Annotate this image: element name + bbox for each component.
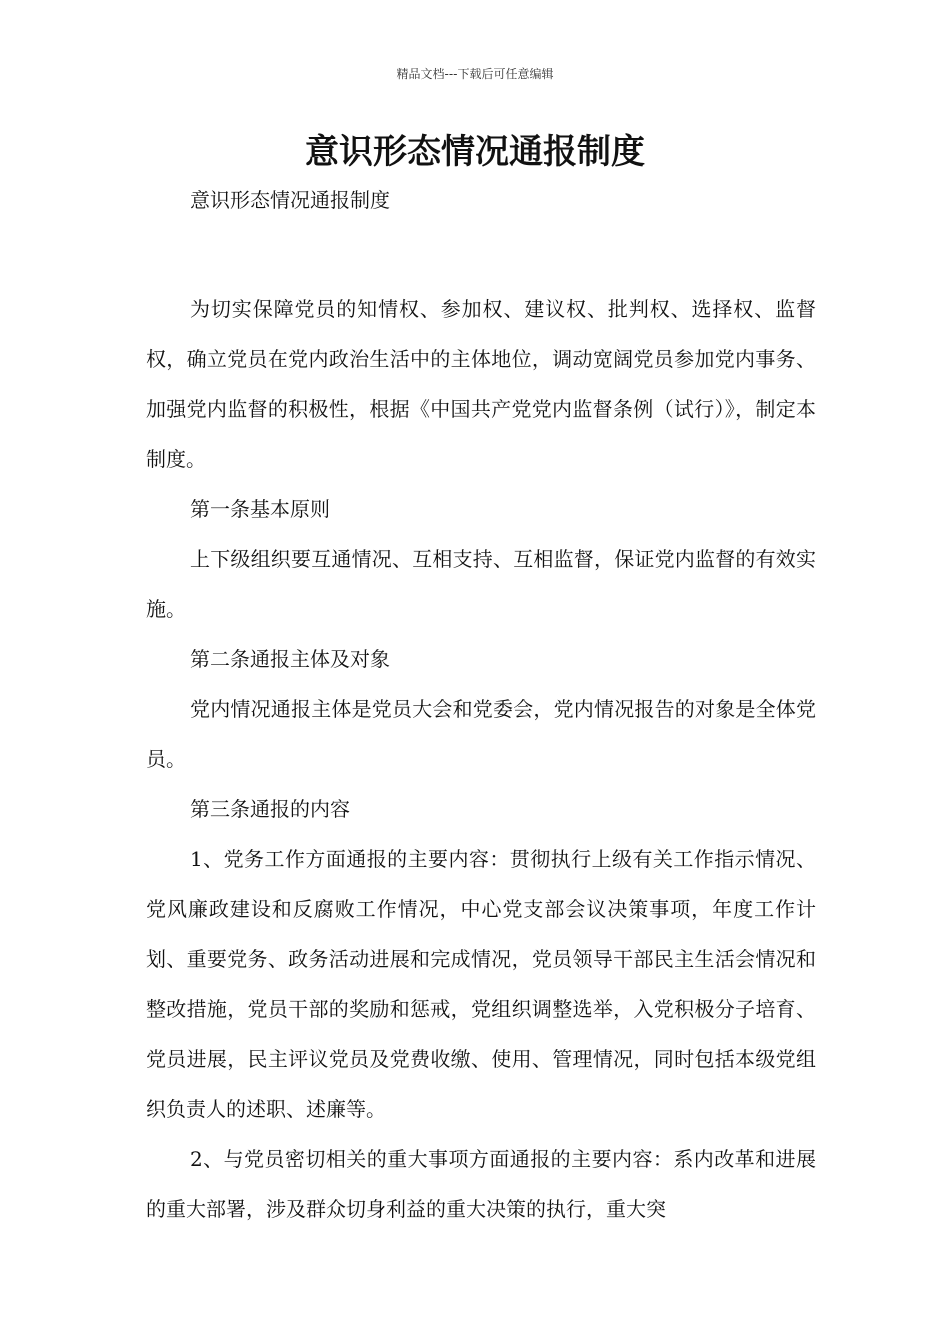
paragraph-article-2-heading: 第二条通报主体及对象 [190, 647, 390, 671]
paragraph-article-3-item-2: 2、与党员密切相关的重大事项方面通报的主要内容：系内改革和进展的重大部署，涉及群众切身利益的重大决策的执行，重大突 [146, 1147, 816, 1221]
document-title: 意识形态情况通报制度 [305, 132, 645, 172]
paragraph-article-1-body: 上下级组织要互通情况、互相支持、互相监督，保证党内监督的有效实施。 [146, 547, 816, 621]
paragraph-article-2-body: 党内情况通报主体是党员大会和党委会，党内情况报告的对象是全体党员。 [146, 697, 816, 771]
paragraph-article-3-item-1: 1、党务工作方面通报的主要内容：贯彻执行上级有关工作指示情况、党风廉政建设和反腐败工作情况，中心党支部会议决策事项，年度工作计划、重要党务、政务活动进展和完成情况，党员领导干部民主生活会情况和整改措施，党员干部的奖励和惩戒，党组织调整选举，入党积极分子培育、党员进展，民主评议党员及党费收缴、使用、管理情况，同时包括本级党组织负责人的述职、述廉等。 [146, 847, 816, 1121]
paragraph-intro: 为切实保障党员的知情权、参加权、建议权、批判权、选择权、监督权，确立党员在党内政治生活中的主体地位，调动宽阔党员参加党内事务、加强党内监督的积极性，根据《中国共产党党内监督条例（试行）》，制定本制度。 [146, 297, 816, 471]
paragraph-article-1-heading: 第一条基本原则 [190, 497, 330, 521]
document-body [146, 284, 816, 1234]
header-note: 精品文档---下载后可任意编辑 [396, 67, 554, 81]
document-subtitle: 意识形态情况通报制度 [190, 188, 390, 212]
paragraph-article-3-heading: 第三条通报的内容 [190, 797, 350, 821]
